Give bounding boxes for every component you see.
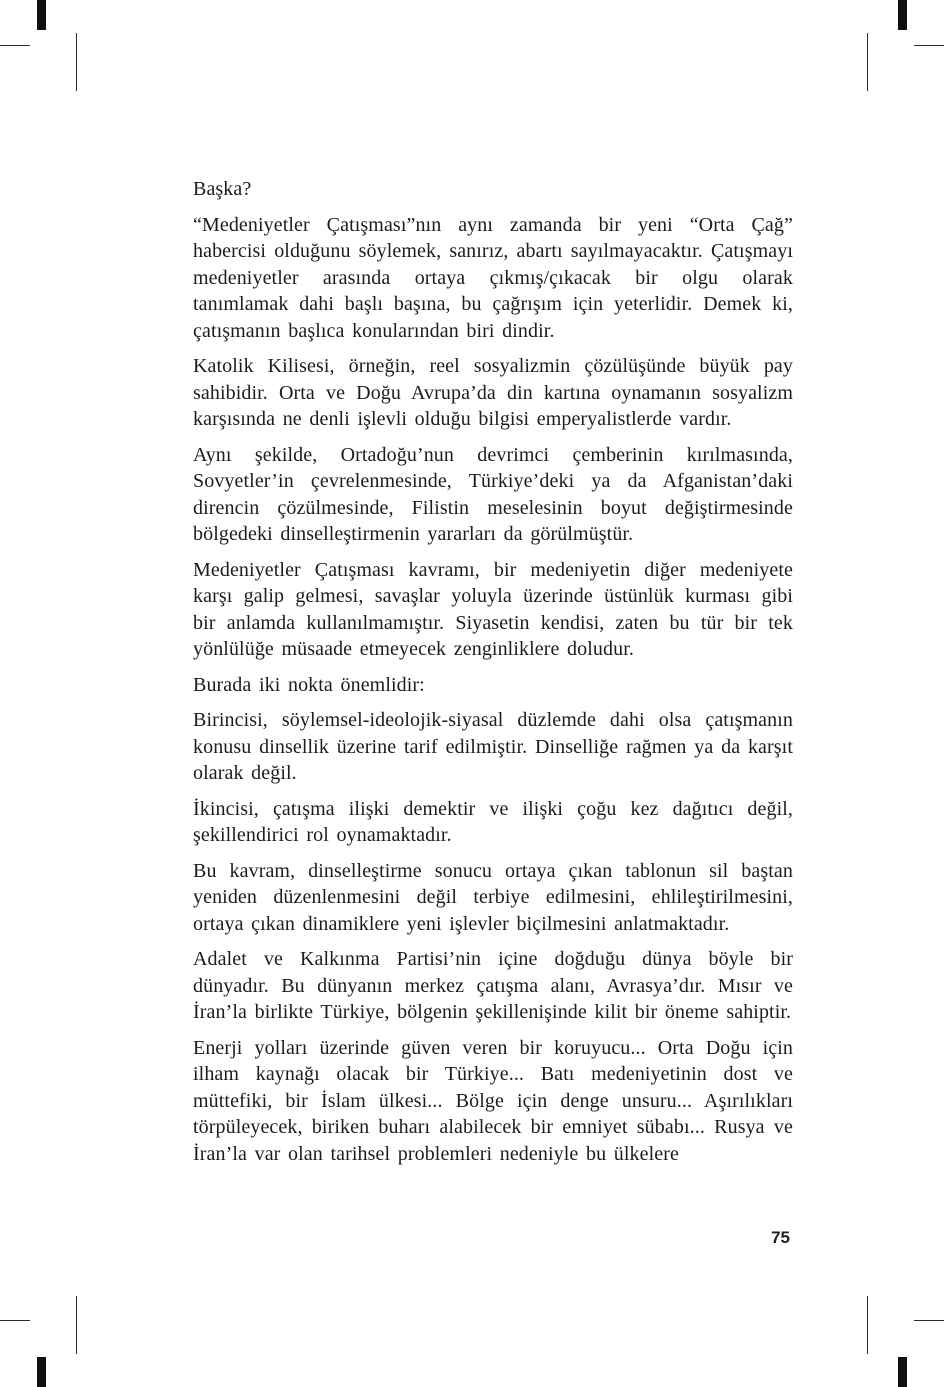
crop-mark-hline-top-left (0, 45, 30, 46)
paragraph: İkincisi, çatışma ilişki demektir ve ilişki çoğu kez dağıtıcı değil, şekillendirici rol oynamaktadır. (193, 797, 793, 846)
crop-mark-hline-bottom-left (0, 1320, 30, 1321)
paragraph: Burada iki nokta önemlidir: (193, 673, 425, 696)
crop-mark-bar-bottom-left (37, 1357, 46, 1387)
crop-mark-vline-bottom-right (867, 1296, 868, 1354)
paragraph: “Medeniyetler Çatışması”nın aynı zamanda bir yeni “Orta Çağ” habercisi olduğunu söylemek, sanırız, abartı sayılmayacaktır. Çatışmayı medeniyetler arasında ortaya çıkmış/çıkacak bir olgu olarak tanımlamak dahi başlı başına, bu çağrışım için yeterlidir. Demek ki, çatışmanın başlıca konularından biri dindir. (193, 213, 793, 342)
paragraphs (193, 176, 793, 1167)
crop-mark-hline-top-right (914, 45, 944, 46)
paragraph: Enerji yolları üzerinde güven veren bir koruyucu... Orta Doğu için ilham kaynağı olacak bir Türkiye... Batı medeniyetinin dost ve müttefiki, bir İslam ülkesi... Bölge için denge unsuru... Aşırılıkları törpüleyecek, biriken buharı alabilecek bir emniyet sübabı... Rusya ve İran’la var olan tarihsel problemleri nedeniyle bu ülkelere (193, 1036, 793, 1165)
paragraph: Birincisi, söylemsel-ideolojik-siyasal düzlemde dahi olsa çatışmanın konusu dinsellik üzerine tarif edilmiştir. Dinselliğe rağmen ya da karşıt olarak değil. (193, 709, 793, 784)
crop-mark-bar-top-left (37, 0, 46, 30)
paragraph: Başka? (193, 178, 252, 200)
paragraph: Katolik Kilisesi, örneğin, reel sosyalizmin çözülüşünde büyük pay sahibidir. Orta ve Doğu Avrupa’da din kartına oynamanın sosyalizm karşısında ne denli işlevli olduğu bilgisi emperyalistlerde vardır. (193, 355, 793, 430)
crop-mark-bar-top-right (898, 0, 907, 30)
crop-mark-hline-bottom-right (914, 1320, 944, 1321)
paragraph: Medeniyetler Çatışması kavramı, bir medeniyetin diğer medeniyete karşı galip gelmesi, savaşlar yoluyla üzerinde üstünlük kurması gibi bir anlamda kullanılmamıştır. Siyasetin kendisi, zaten bu tür bir tek yönlülüğe müsaade etmeyecek zenginliklere doludur. (193, 558, 793, 660)
crop-mark-vline-top-right (867, 33, 868, 91)
crop-mark-bar-bottom-right (898, 1357, 907, 1387)
page-number: 75 (771, 1228, 790, 1247)
crop-mark-vline-bottom-left (76, 1296, 77, 1354)
crop-mark-vline-top-left (76, 33, 77, 91)
paragraph: Adalet ve Kalkınma Partisi’nin içine doğduğu dünya böyle bir dünyadır. Bu dünyanın merkez çatışma alanı, Avrasya’dır. Mısır ve İran’la birlikte Türkiye, bölgenin şekillenişinde kilit bir öneme sahiptir. (193, 948, 793, 1023)
paragraph: Aynı şekilde, Ortadoğu’nun devrimci çemberinin kırılmasında, Sovyetler’in çevrelenmesinde, Türkiye’deki ya da Afganistan’daki direncin çözülmesinde, Filistin meselesinin boyut değiştirmesinde bölgedeki dinselleştirmenin yararları da görülmüştür. (193, 443, 793, 545)
paragraph: Bu kavram, dinselleştirme sonucu ortaya çıkan tablonun sil baştan yeniden düzenlenmesini değil terbiye edilmesini, ehlileştirilmesini, ortaya çıkan dinamiklere yeni işlevler biçilmesini anlatmaktadır. (193, 859, 793, 935)
